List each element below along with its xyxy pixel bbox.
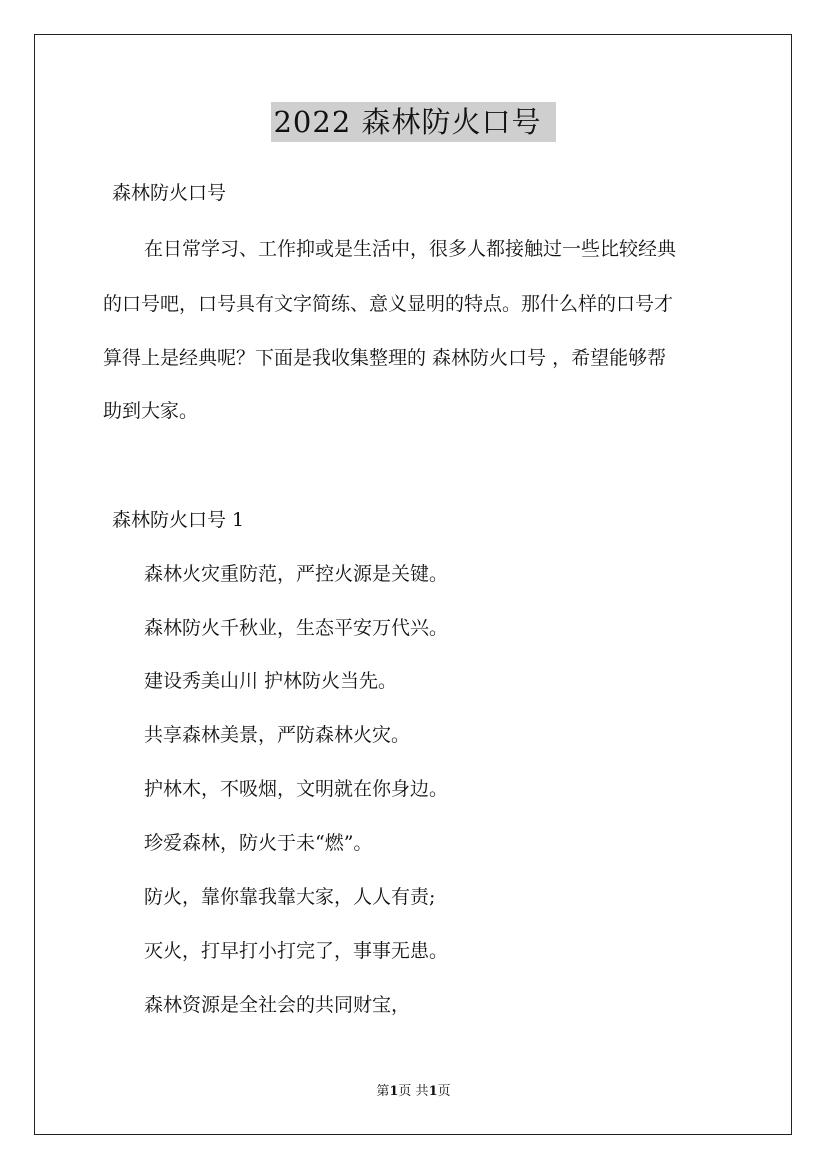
subtitle: 森林防火口号 — [112, 182, 227, 204]
intro-line-3: 算得上是经典呢？下面是我收集整理的 森林防火口号 ，希望能够帮 — [103, 347, 667, 369]
current-page-number: 1 — [389, 1084, 399, 1099]
slogan-line: 珍爱森林，防火于未“燃”。 — [144, 832, 373, 854]
title-container — [0, 102, 827, 142]
total-page-number: 1 — [428, 1084, 438, 1099]
slogan-line: 森林防火千秋业，生态平安万代兴。 — [144, 617, 449, 639]
intro-line-1: 在日常学习、工作抑或是生活中，很多人都接触过一些比较经典 — [144, 238, 677, 260]
section-heading: 森林防火口号 1 — [112, 509, 245, 531]
intro-line-2: 的口号吧，口号具有文字简练、意义显明的特点。那什么样的口号才 — [103, 293, 674, 315]
slogan-line: 森林火灾重防范，严控火源是关键。 — [144, 563, 449, 585]
slogan-line: 防火，靠你靠我靠大家，人人有责; — [144, 886, 436, 908]
page-number-footer — [0, 1083, 827, 1101]
intro-line-4: 助到大家。 — [103, 400, 199, 422]
slogan-line: 灭火，打早打小打完了，事事无患。 — [144, 940, 449, 962]
slogan-line: 护林木，不吸烟，文明就在你身边。 — [144, 778, 449, 800]
slogan-line: 共享森林美景，严防森林火灾。 — [144, 724, 411, 746]
footer-prefix: 第 — [376, 1084, 390, 1099]
slogan-line: 建设秀美山川 护林防火当先。 — [144, 670, 398, 692]
footer-middle: 页 共 — [398, 1084, 429, 1099]
slogan-line: 森林资源是全社会的共同财宝， — [144, 994, 411, 1016]
footer-suffix: 页 — [437, 1084, 451, 1099]
document-title: 2022 森林防火口号 — [271, 102, 555, 142]
